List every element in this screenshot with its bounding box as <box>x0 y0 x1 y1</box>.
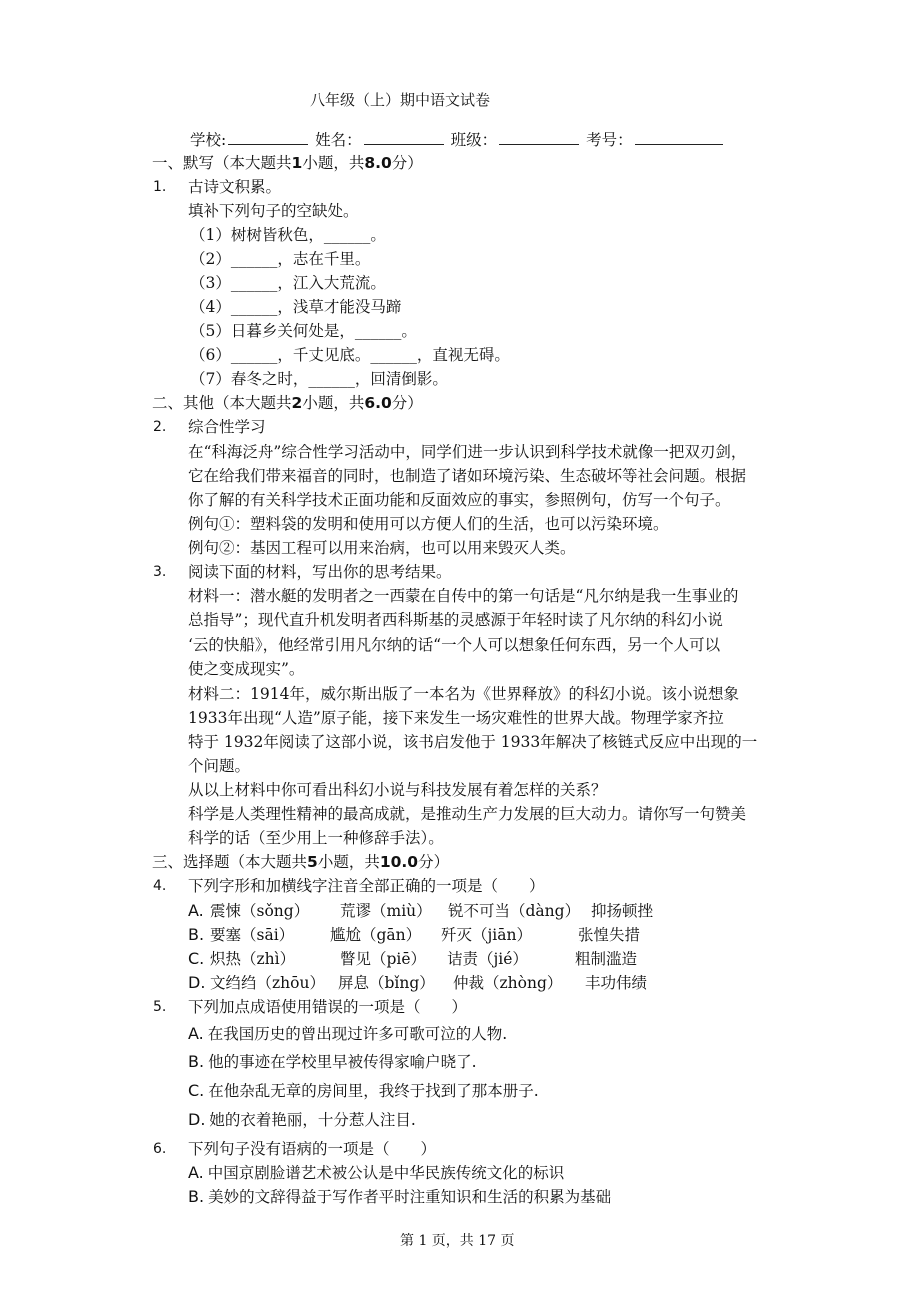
q6-option-a[interactable]: A. 中国京剧脸谱艺术被公认是中华民族传统文化的标识 <box>188 1163 565 1182</box>
q5-number: 5. <box>153 999 167 1015</box>
q3-text-line: 材料一：潜水艇的发明者之一西蒙在自传中的第一句话是“凡尔纳是我一生事业的 <box>188 587 739 605</box>
q3-question-line: 从以上材料中你可看出科幻小说与科技发展有着怎样的关系？ <box>188 781 607 799</box>
q1-number: 1. <box>153 179 167 195</box>
q1-title: 古诗文积累。 <box>188 178 282 196</box>
q1-item: （4）______，浅草才能没马蹄 <box>190 298 402 316</box>
q3-text-line: 科学的话（至少用上一种修辞手法）。 <box>188 829 444 847</box>
q4-option-cell: 瞥见（piē） <box>340 950 427 968</box>
q1-item: （7）春冬之时，______，回清倒影。 <box>190 370 448 388</box>
section-2-heading: 二、其他（本大题共2小题，共6.0分） <box>152 394 423 412</box>
q4-option-cell: 荒谬（miù） <box>340 902 432 920</box>
q3-text-line: 特于 1932年阅读了这部小说，该书启发他于 1933年解决了核链式反应中出现的一 <box>188 733 758 751</box>
q4-option-cell: 抑扬顿挫 <box>591 902 654 920</box>
q3-title: 阅读下面的材料，写出你的思考结果。 <box>188 563 452 581</box>
q4-option-cell: 震悚（sǒng） <box>210 902 310 920</box>
q2-number: 2. <box>153 419 167 435</box>
q4-option-cell: 粗制滥造 <box>575 950 638 968</box>
q2-text-line: 它在给我们带来福音的同时，也制造了诸如环境污染、生态破坏等社会问题。根据 <box>188 467 747 485</box>
q4-option-cell: 炽热（zhì） <box>210 950 296 968</box>
q1-item: （3）______，江入大荒流。 <box>190 274 386 292</box>
q3-text-line: 1933年出现“人造”原子能，接下来发生一场灾难性的世界大战。物理学家齐拉 <box>188 709 724 727</box>
q5-title: 下列加点成语使用错误的一项是（ ） <box>188 998 468 1016</box>
q1-item: （1）树树皆秋色，______。 <box>190 226 386 244</box>
q2-text-line: 在“科海泛舟”综合性学习活动中，同学们进一步认识到科学技术就像一把双刃剑， <box>188 443 747 461</box>
q3-text-line: 材料二：1914年，威尔斯出版了一本名为《世界释放》的科幻小说。该小说想象 <box>188 685 739 703</box>
q4-option-c[interactable]: C. 炽热（zhì） 瞥见（piē） 诘责（jié） 粗制滥造 <box>188 949 638 968</box>
q3-text-line: 总指导”；现代直升机发明者西科斯基的灵感源于年轻时读了凡尔纳的科幻小说 <box>188 611 723 629</box>
q1-item: （6）______，千丈见底。______，直视无碍。 <box>190 346 510 364</box>
q4-option-a[interactable]: A. 震悚（sǒng） 荒谬（miù） 锐不可当（dàng） 抑扬顿挫 <box>188 901 654 920</box>
page-footer: 第 1 页，共 17 页 <box>400 1233 515 1249</box>
q4-option-d[interactable]: D. 文绉绉（zhōu） 屏息（bǐng） 仲裁（zhòng） 丰功伟绩 <box>188 973 648 992</box>
q4-option-cell: 张惶失措 <box>578 926 641 944</box>
section-3-heading: 三、选择题（本大题共5小题，共10.0分） <box>152 853 450 871</box>
q4-title: 下列字形和加横线字注音全部正确的一项是（ ） <box>188 877 545 895</box>
q6-number: 6. <box>153 1141 167 1157</box>
school-blank[interactable] <box>228 130 308 145</box>
q6-option-b[interactable]: B. 美妙的文辞得益于写作者平时注重知识和生活的积累为基础 <box>188 1187 612 1206</box>
q5-option-b[interactable]: B. 他的事迹在学校里早被传得家喻户晓了. <box>188 1052 477 1071</box>
q1-item: （2）______，志在千里。 <box>190 250 371 268</box>
q4-option-cell: 要塞（sāi） <box>210 926 295 944</box>
q4-option-cell: 屏息（bǐng） <box>338 974 435 992</box>
q2-example-1: 例句①：塑料袋的发明和使用可以方便人们的生活，也可以污染环境。 <box>188 515 669 533</box>
q3-text-line: 个问题。 <box>188 757 251 775</box>
q3-number: 3. <box>153 564 167 580</box>
q6-title: 下列句子没有语病的一项是（ ） <box>188 1140 437 1158</box>
school-label: 学校: <box>190 131 227 149</box>
exam-no-label: 考号： <box>586 131 633 149</box>
q1-instruction: 填补下列句子的空缺处。 <box>188 202 359 220</box>
student-info-row <box>190 129 725 151</box>
section-1-heading: 一、默写（本大题共1小题，共8.0分） <box>152 154 423 172</box>
q3-text-line: ‘云的快船》，他经常引用凡尔纳的话“一个人可以想象任何东西，另一个人可以 <box>188 636 721 654</box>
q4-option-cell: 歼灭（jiān） <box>441 926 532 944</box>
q4-option-cell: 文绉绉（zhōu） <box>210 974 325 992</box>
q3-text-line: 使之变成现实”。 <box>188 660 305 678</box>
class-label: 班级： <box>450 131 498 149</box>
q5-option-c[interactable]: C. 在他杂乱无章的房间里，我终于找到了那本册子. <box>188 1081 539 1100</box>
class-blank[interactable] <box>499 130 579 145</box>
q4-number: 4. <box>153 878 167 894</box>
q4-option-cell: 锐不可当（dàng） <box>448 902 581 920</box>
q2-title: 综合性学习 <box>188 418 266 436</box>
name-blank[interactable] <box>364 130 444 145</box>
q4-option-cell: 仲裁（zhòng） <box>453 974 563 992</box>
q5-option-a[interactable]: A. 在我国历史的曾出现过许多可歌可泣的人物. <box>188 1024 508 1043</box>
q4-option-cell: 诘责（jié） <box>447 950 528 968</box>
page-title: 八年级（上）期中语文试卷 <box>310 91 491 109</box>
name-label: 姓名： <box>315 131 362 149</box>
q3-text-line: 科学是人类理性精神的最高成就，是推动生产力发展的巨大动力。请你写一句赞美 <box>188 805 747 823</box>
q4-option-cell: 丰功伟绩 <box>585 974 648 992</box>
q2-text-line: 你了解的有关科学技术正面功能和反面效应的事实，参照例句，仿写一个句子。 <box>188 491 731 509</box>
q2-example-2: 例句②：基因工程可以用来治病，也可以用来毁灭人类。 <box>188 539 576 557</box>
exam-no-blank[interactable] <box>635 130 723 145</box>
q4-option-cell: 尴尬（gān） <box>330 926 422 944</box>
q1-item: （5）日暮乡关何处是，______。 <box>190 322 417 340</box>
q5-option-d[interactable]: D. 她的衣着艳丽，十分惹人注目. <box>188 1110 416 1129</box>
q4-option-b[interactable]: B. 要塞（sāi） 尴尬（gān） 歼灭（jiān） 张惶失措 <box>188 925 641 944</box>
